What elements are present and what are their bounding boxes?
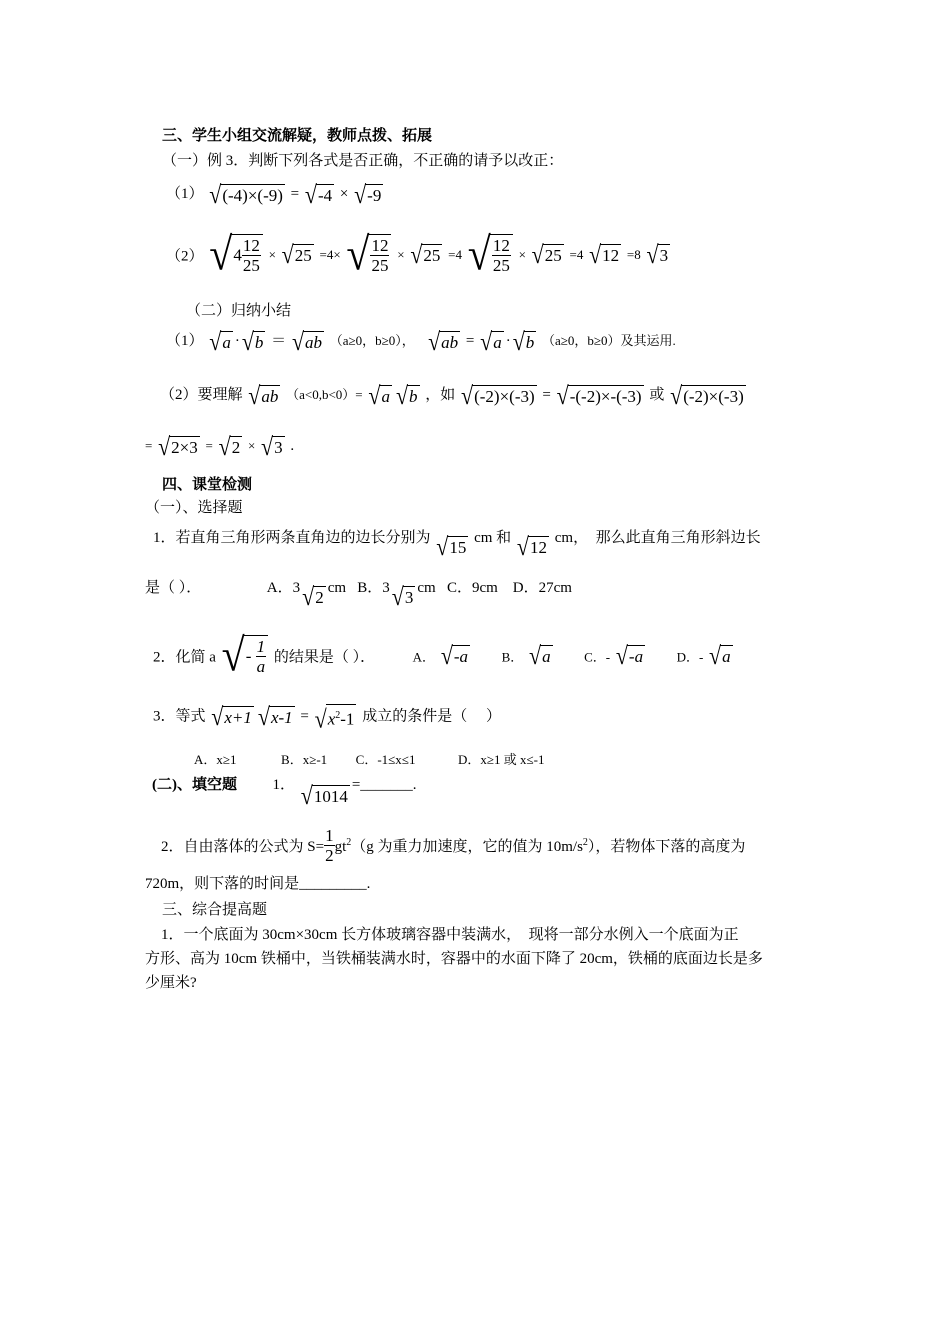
- radical: √ (-4)×(-9): [209, 179, 283, 209]
- question-3-lead: 3．等式: [153, 708, 206, 725]
- radical: √ 2: [218, 431, 241, 461]
- option-a[interactable]: A．3: [266, 580, 301, 596]
- radical: √ 3: [646, 240, 669, 269]
- option-a[interactable]: A．x≥1: [194, 752, 237, 767]
- fill-1-number: 1．: [272, 777, 296, 793]
- radical: √ (-2)×(-3): [461, 380, 535, 410]
- multiple-choice-title: （一）、选择题: [145, 500, 243, 516]
- comprehensive-q1-line2: 方形、高为 10cm 铁桶中，当铁桶装满水时，容器中的水面下降了 20cm，铁桶的底面边长是多: [145, 951, 763, 967]
- radical: √ $x^2-1$: [314, 703, 355, 733]
- radical: √ -(-2)×-(-3): [556, 380, 642, 410]
- for-example: ，如: [425, 387, 456, 403]
- radical: √ 3: [261, 431, 283, 461]
- radical: √ b: [241, 326, 264, 356]
- times: ×: [247, 438, 256, 453]
- option-c[interactable]: C．-1≤x≤1: [355, 752, 416, 767]
- radical: √ -4: [304, 179, 333, 209]
- option-d[interactable]: D．-: [676, 649, 704, 665]
- or: 或: [649, 387, 665, 403]
- condition: （a<0,b<0）=: [286, 387, 363, 402]
- option-c[interactable]: C．-: [584, 649, 611, 665]
- option-b[interactable]: B．x≥-1: [281, 752, 328, 767]
- radical: √ 1014: [300, 781, 348, 810]
- dot: ·: [505, 333, 511, 349]
- radical: √ a: [709, 641, 731, 670]
- radical: √ -a: [615, 641, 644, 670]
- radical: √ ab: [291, 326, 323, 356]
- summary-3: [145, 431, 295, 461]
- radical-mixed-fraction: √ 4 $\frac{12}{25}$: [209, 234, 263, 276]
- summary-title: （二）归纳小结: [186, 303, 292, 319]
- question-3: [153, 701, 501, 733]
- times: ×: [339, 186, 349, 202]
- radical: √ (-2)×(-3): [670, 380, 744, 410]
- equals: =: [290, 186, 300, 202]
- option-b[interactable]: B．3: [357, 580, 390, 596]
- question-2: [153, 630, 735, 682]
- radical: √ -a: [440, 641, 469, 670]
- equals: =: [205, 438, 213, 453]
- equals-4: =4: [448, 247, 462, 262]
- section-3-title: 三、学生小组交流解疑，教师点拨、拓展: [162, 128, 433, 144]
- equals: =: [300, 708, 309, 725]
- fill-1-blank: =_______.: [351, 777, 417, 793]
- option-c[interactable]: C．9cm: [446, 580, 498, 596]
- option-d[interactable]: D．x≥1 或 x≤-1: [457, 752, 545, 767]
- radical: √ 25: [410, 240, 441, 269]
- problem-2: [166, 229, 672, 281]
- question-2-lead: 2．化简 a: [153, 649, 216, 666]
- radical: √ x-1: [257, 701, 293, 731]
- fill-in-section: [152, 774, 417, 810]
- comprehensive-title: 三、综合提高题: [162, 902, 268, 918]
- question-1-line2: 是（ ）．: [145, 580, 202, 596]
- comprehensive-q1-line1: 1．一个底面为 30cm×30cm 长方体玻璃容器中装满水， 现将一部分水例入一个底面为正: [161, 927, 739, 943]
- equals-4-times: =4×: [319, 247, 341, 262]
- radical: √ 12: [516, 532, 547, 561]
- times: ×: [518, 247, 526, 262]
- radical: √ ab: [248, 380, 279, 410]
- problem-1-label: （1）: [166, 186, 204, 202]
- option-b[interactable]: B．: [501, 649, 524, 665]
- problem-2-label: （2）: [166, 248, 204, 265]
- radical: √ b: [512, 326, 535, 356]
- question-1-tail: cm， 那么此直角三角形斜边长: [554, 530, 761, 546]
- times: ×: [397, 247, 405, 262]
- question-2-tail: 的结果是（ ）．: [273, 649, 376, 666]
- equals: =: [542, 387, 551, 403]
- radical: √ b: [395, 380, 418, 410]
- equals-8: =8: [626, 247, 641, 262]
- section-4-title: 四、课堂检测: [162, 477, 253, 493]
- condition: （a≥0，b≥0），: [329, 333, 415, 348]
- radical: √ a: [528, 641, 551, 670]
- option-a[interactable]: A．: [412, 649, 436, 665]
- question-1-options: [145, 577, 572, 611]
- option-d[interactable]: D．27cm: [512, 580, 572, 596]
- times: ×: [268, 247, 276, 262]
- radical: √ -9: [354, 179, 382, 209]
- fill-in-title: (二)、填空题: [152, 777, 237, 793]
- equals: ＝: [271, 333, 287, 349]
- radical: √ 12: [589, 240, 620, 269]
- radical: √ a: [480, 326, 502, 356]
- unit: cm: [417, 580, 436, 596]
- problem-1: [166, 179, 385, 209]
- radical: √ a: [368, 380, 390, 410]
- summary-2-lead: （2）要理解: [160, 387, 243, 403]
- summary-1-label: （1）: [166, 333, 204, 349]
- equals: =: [465, 333, 475, 349]
- radical-fraction: √ - $\frac{1}{a}$: [222, 635, 268, 677]
- summary-1-tail: （a≥0，b≥0）及其运用.: [542, 333, 676, 348]
- question-1-lead: 1．若直角三角形两条直角边的边长分别为: [153, 530, 431, 546]
- fill-2-line2: 720m，则下落的时间是_________.: [145, 876, 371, 892]
- question-3-tail: 成立的条件是（ ）: [362, 708, 501, 725]
- question-1-mid: cm 和: [474, 530, 512, 546]
- dot: ·: [234, 333, 240, 349]
- equals-4: =4: [569, 247, 584, 262]
- radical: √ x+1: [211, 701, 252, 731]
- fill-2-lead: 2．自由落体的公式为 S=: [161, 839, 325, 855]
- radical: √ 3: [391, 582, 414, 611]
- period: .: [290, 438, 295, 454]
- example-3-intro: （一）例 3．判断下列各式是否正确，不正确的请予以改正：: [162, 153, 564, 169]
- radical: √ 2: [302, 582, 324, 611]
- question-3-options: [194, 749, 544, 771]
- radical-fraction: √ $\frac{12}{25}$: [468, 234, 513, 276]
- radical: √ a: [209, 326, 231, 356]
- equals: =: [145, 438, 153, 453]
- comprehensive-q1-line3: 少厘米?: [145, 975, 197, 991]
- radical: √ ab: [428, 326, 459, 356]
- summary-2: [160, 380, 748, 410]
- unit: cm: [327, 580, 347, 596]
- radical-fraction: √ $\frac{12}{25}$: [346, 234, 391, 276]
- summary-1: [166, 326, 676, 356]
- radical: √ 25: [531, 240, 562, 269]
- radical: √ 15: [436, 532, 467, 561]
- fill-2: 2．自由落体的公式为 S= $\frac{1}{2}$ $gt^2(g$ 为重力加速度，它的值为 $10m/s^2$），若物体下落的高度为: [161, 826, 746, 865]
- radical: √ 2×3: [158, 431, 198, 461]
- radical: √ 25: [281, 240, 312, 269]
- question-1: [153, 527, 761, 561]
